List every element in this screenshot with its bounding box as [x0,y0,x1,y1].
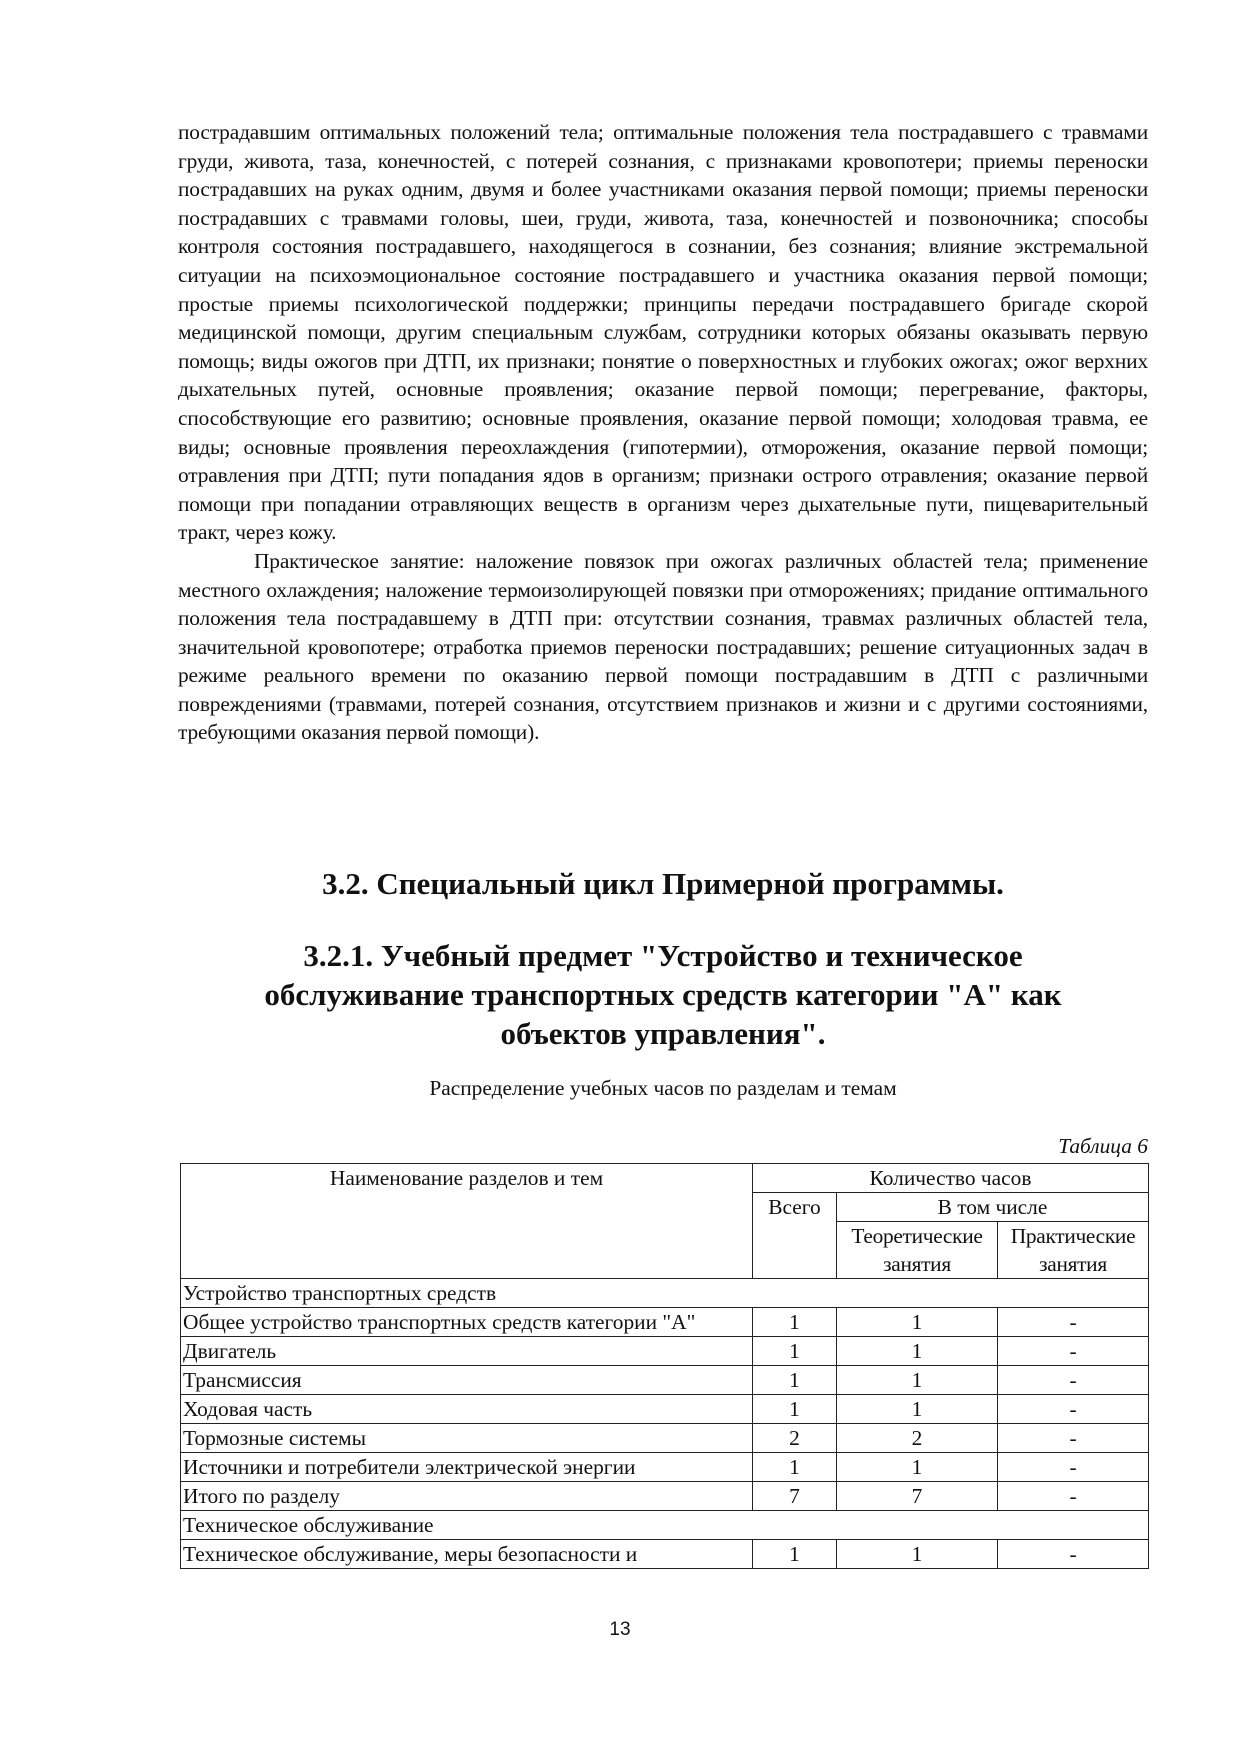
subsection-heading [178,936,1148,1053]
table-number-label: Таблица 6 [1058,1134,1148,1158]
header-theory [837,1222,998,1279]
practice-hours: - [998,1308,1149,1337]
header-practice-label: Практические занятия [1010,1224,1136,1276]
total-hours: 1 [753,1366,837,1395]
theory-hours: 1 [837,1395,998,1424]
practice-hours: - [998,1337,1149,1366]
topic-name: Итого по разделу [181,1482,753,1511]
theory-hours: 1 [837,1453,998,1482]
header-theory-label: Теоретические занятия [851,1224,983,1276]
topic-name: Общее устройство транспортных средств категории "А" [181,1308,753,1337]
practice-hours: - [998,1453,1149,1482]
header-hours-group: Количество часов [753,1164,1149,1193]
table-row [181,1337,1149,1366]
total-hours: 1 [753,1395,837,1424]
table-row [181,1395,1149,1424]
topic-name: Тормозные системы [181,1424,753,1453]
subsection-heading-line-3: объектов управления". [500,1016,826,1051]
table-row [181,1366,1149,1395]
topic-name: Ходовая часть [181,1395,753,1424]
paragraph-first-aid-topics: пострадавшим оптимальных положений тела; оптимальные положения тела пострадавшего с травмами груди, живота, таза, конечностей, с потерей сознания, с признаками кровопотери; приемы переноски пострадавших на руках одним, двумя и более участниками оказания первой помощи; приемы переноски пострадавших с травмами головы, шеи, груди, живота, таза, конечностей и позвоночника; способы контроля состояния пострадавшего, находящегося в сознании, без сознания; влияние экстремальной ситуации на психоэмоциональное состояние пострадавшего и участника оказания первой помощи; простые приемы психологической поддержки; принципы передачи пострадавшего бригаде скорой медицинской помощи, другим специальным службам, сотрудники которых обязаны оказывать первую помощь; виды ожогов при ДТП, их признаки; понятие о поверхностных и глубоких ожогах; ожог верхних дыхательных путей, основные проявления; оказание первой помощи; перегревание, факторы, способствующие его развитию; основные проявления, оказание первой помощи; холодовая травма, ее виды; основные проявления переохлаждения (гипотермии), отморожения, оказание первой помощи; отравления при ДТП; пути попадания ядов в организм; признаки острого отравления; оказание первой помощи при попадании отравляющих веществ в организм через дыхательные пути, пищеварительный тракт, через кожу. [178,120,1148,545]
topic-name: Трансмиссия [181,1366,753,1395]
theory-hours: 7 [837,1482,998,1511]
body-text [178,118,1148,747]
theory-hours: 1 [837,1308,998,1337]
practice-hours: - [998,1395,1149,1424]
total-hours: 1 [753,1453,837,1482]
practice-hours: - [998,1366,1149,1395]
theory-hours: 1 [837,1366,998,1395]
hours-distribution-table [180,1163,1149,1569]
theory-hours: 2 [837,1424,998,1453]
topic-name: Техническое обслуживание, меры безопасности и [181,1540,753,1569]
header-total: Всего [753,1193,837,1279]
table-header-row-1 [181,1164,1149,1193]
topic-name: Двигатель [181,1337,753,1366]
subsection-heading-line-2: обслуживание транспортных средств категории "А" как [264,977,1062,1012]
subsection-heading-line-1: 3.2.1. Учебный предмет "Устройство и техническое [303,938,1023,973]
table-body [181,1279,1149,1569]
table-row [181,1424,1149,1453]
table-caption: Распределение учебных часов по разделам и темам [429,1076,897,1100]
section-heading: 3.2. Специальный цикл Примерной программы. [322,866,1004,901]
practice-hours: - [998,1424,1149,1453]
total-hours: 1 [753,1337,837,1366]
theory-hours: 1 [837,1540,998,1569]
topic-name: Источники и потребители электрической энергии [181,1453,753,1482]
total-hours: 7 [753,1482,837,1511]
table-section-row [181,1279,1149,1308]
total-hours: 1 [753,1540,837,1569]
table-row [181,1540,1149,1569]
header-including: В том числе [837,1193,1149,1222]
theory-hours: 1 [837,1337,998,1366]
practice-hours: - [998,1540,1149,1569]
header-name-column: Наименование разделов и тем [181,1164,753,1279]
total-hours: 1 [753,1308,837,1337]
table-row [181,1482,1149,1511]
header-practice [998,1222,1149,1279]
practice-hours: - [998,1482,1149,1511]
table-section-row [181,1511,1149,1540]
table-row [181,1453,1149,1482]
paragraph-practical-session: Практическое занятие: наложение повязок при ожогах различных областей тела; применение местного охлаждения; наложение термоизолирующей повязки при отморожениях; придание оптимального положения тела пострадавшему в ДТП при: отсутствии сознания, травмах различных областей тела, значительной кровопотере; отработка приемов переноски пострадавших; решение ситуационных задач в режиме реального времени по оказанию первой помощи пострадавшим в ДТП с различными повреждениями (травмами, потерей сознания, отсутствием признаков и жизни и с другими состояниями, требующими оказания первой помощи). [178,548,1148,745]
table-row [181,1308,1149,1337]
total-hours: 2 [753,1424,837,1453]
section-title: Техническое обслуживание [181,1511,1149,1540]
section-title: Устройство транспортных средств [181,1279,1149,1308]
page-number: 13 [609,1619,631,1640]
